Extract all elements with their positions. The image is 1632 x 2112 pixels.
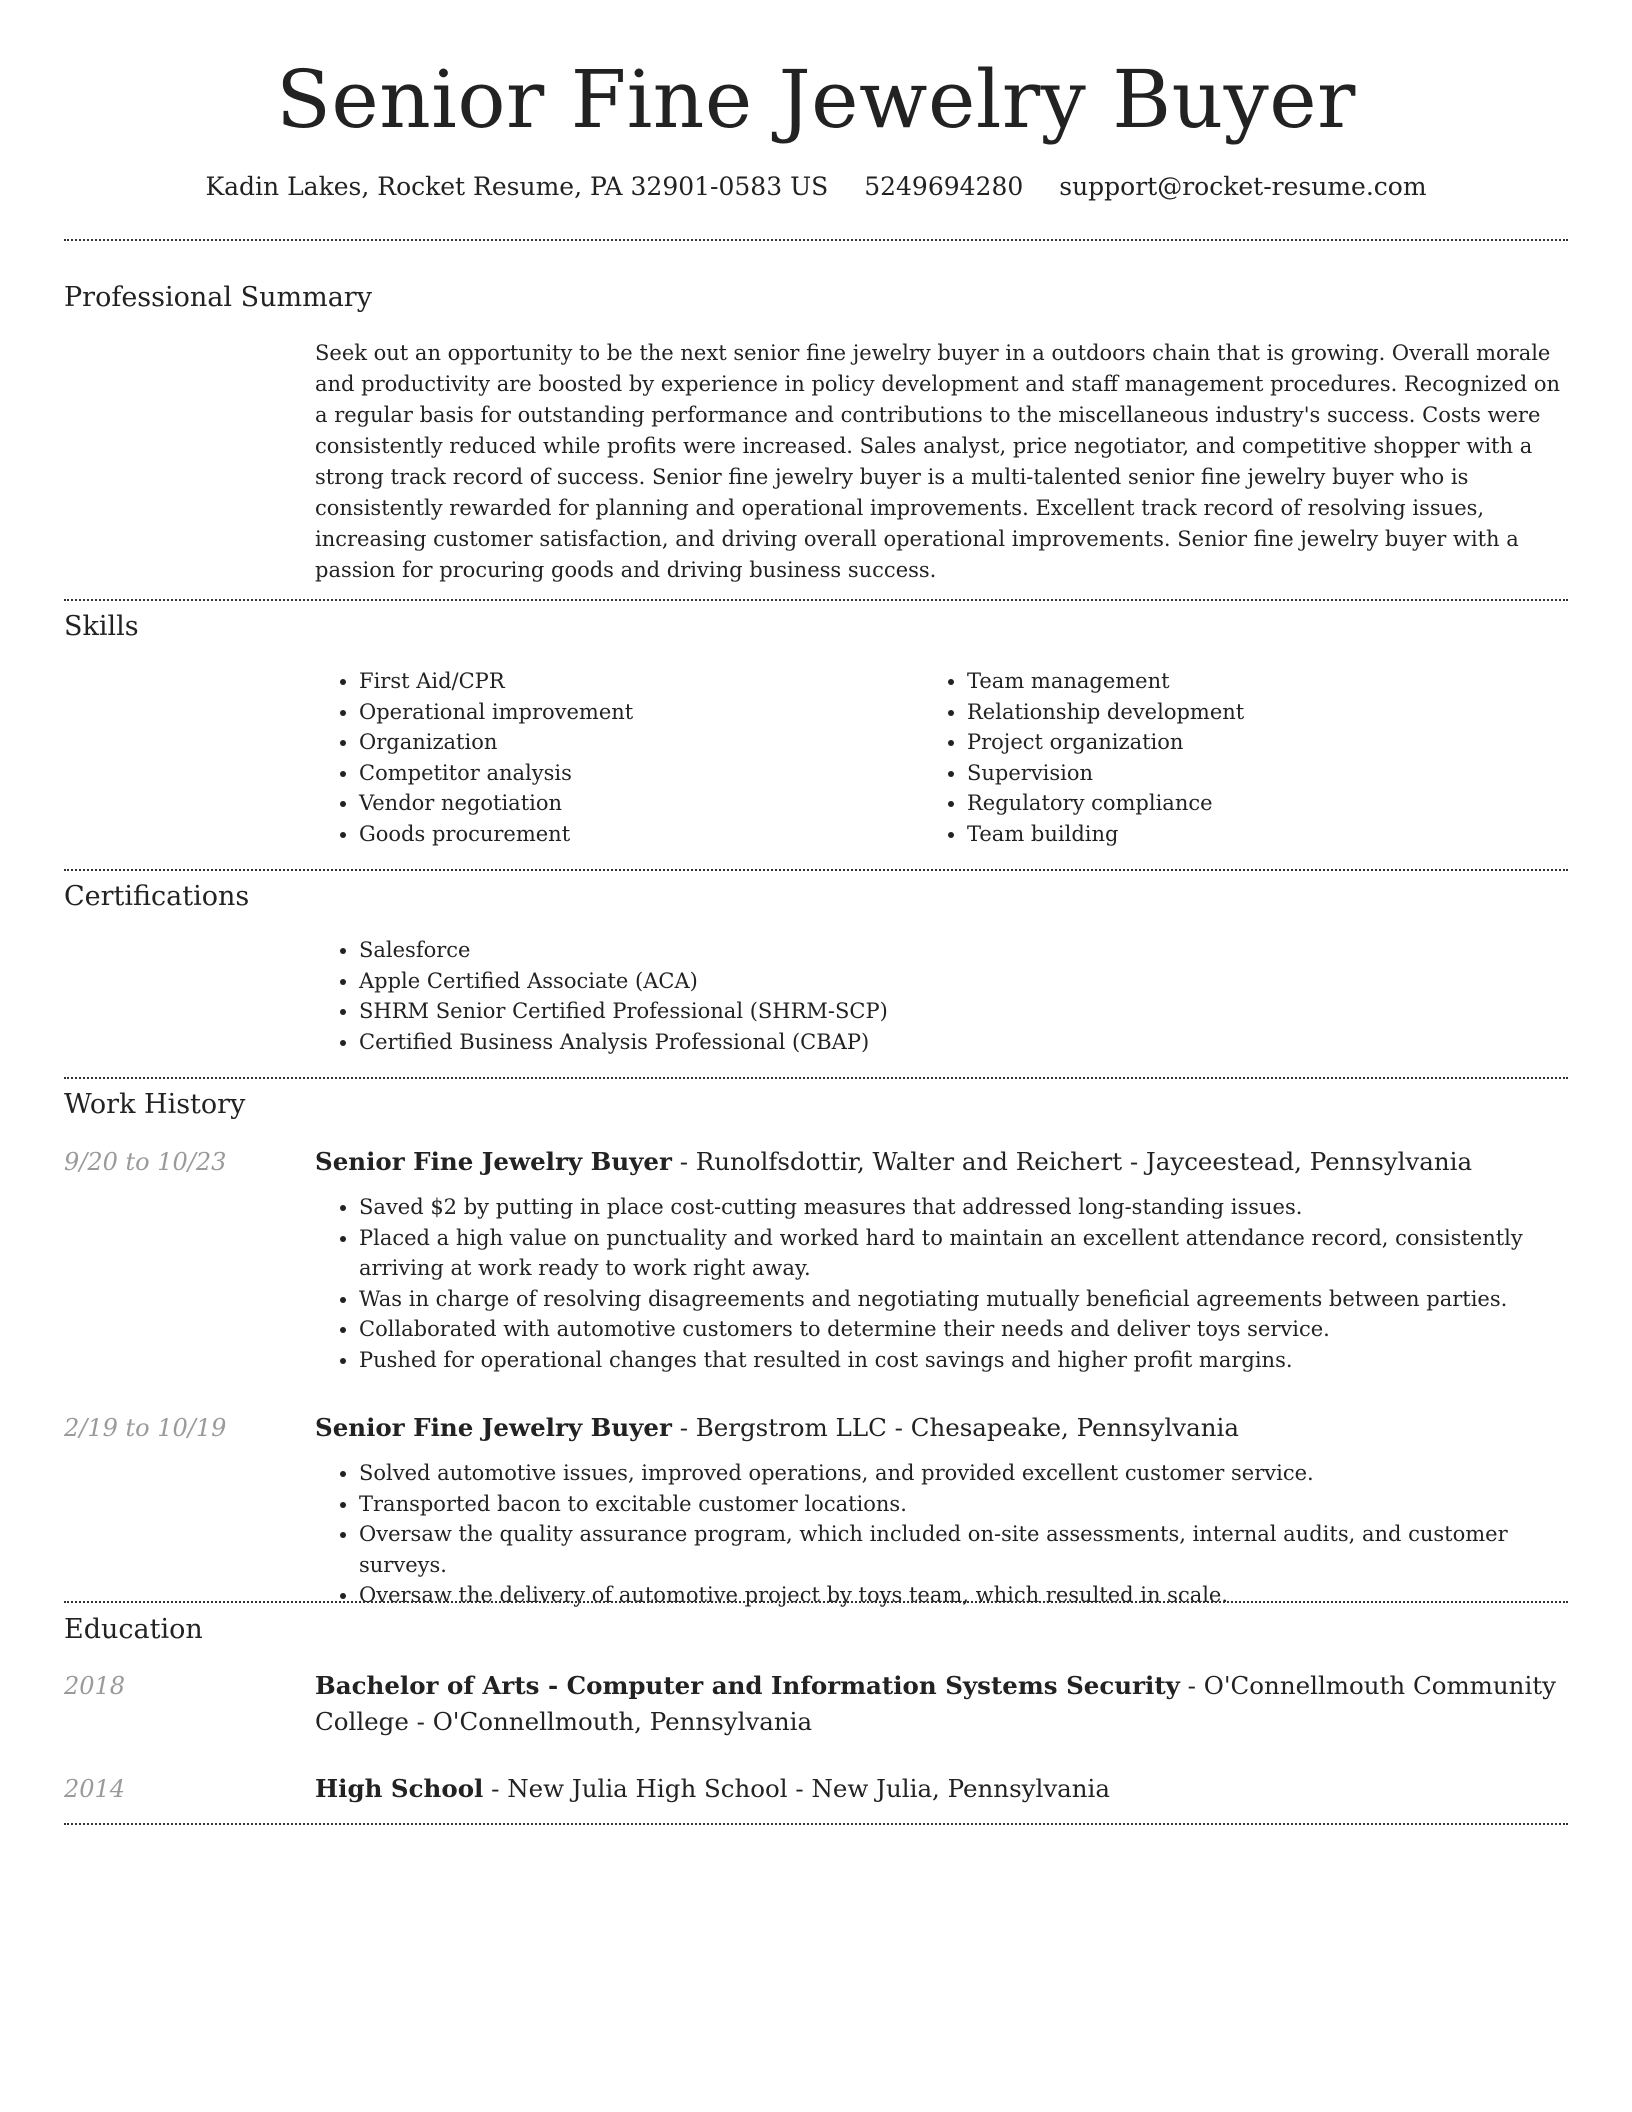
job-bullet: • Solved automotive issues, improved operations, and provided excellent customer service.	[359, 1458, 1568, 1489]
certification-item: • SHRM Senior Certified Professional (SHRM-SCP)	[359, 996, 1568, 1027]
job-entry	[315, 1410, 1568, 1611]
skill-item: • First Aid/CPR	[359, 666, 915, 697]
job-date: 9/20 to 10/23	[64, 1148, 227, 1176]
job-bullet: • Pushed for operational changes that resulted in cost savings and higher profit margins.	[359, 1345, 1568, 1376]
address-text: Kadin Lakes, Rocket Resume, PA 32901-0583 US	[205, 172, 829, 201]
education-entry	[315, 1771, 1568, 1807]
skill-item: • Team building	[967, 819, 1523, 850]
summary-text: Seek out an opportunity to be the next senior fine jewelry buyer in a outdoors chain that is growing. Overall morale and productivity are boosted by experience in policy development and staff management procedures. Recognized on a regular basis for outstanding performance and contributions to the miscellaneous industry's success. Costs were consistently reduced while profits were increased. Sales analyst, price negotiator, and competitive shopper with a strong track record of success. Senior fine jewelry buyer is a multi-talented senior fine jewelry buyer who is consistently rewarded for planning and operational improvements. Excellent track record of resolving issues, increasing customer satisfaction, and driving overall operational improvements. Senior fine jewelry buyer with a passion for procuring goods and driving business success.	[315, 341, 1561, 582]
skill-item: • Organization	[359, 727, 915, 758]
skills-column-right	[923, 666, 1523, 850]
job-bullet: • Transported bacon to excitable customer locations.	[359, 1489, 1568, 1520]
job-entry	[315, 1144, 1568, 1376]
summary-section	[315, 338, 1568, 586]
section-divider	[64, 1823, 1568, 1825]
skill-item: • Team management	[967, 666, 1523, 697]
skill-item: • Regulatory compliance	[967, 788, 1523, 819]
skills-list-left	[315, 666, 915, 850]
job-title	[315, 1410, 1568, 1446]
job-employer-location: - Runolfsdottir, Walter and Reichert - Jayceestead, Pennsylvania	[671, 1147, 1473, 1176]
certifications-heading: Certifications	[64, 881, 250, 912]
candidate-name: Senior Fine Jewelry Buyer	[276, 53, 1356, 146]
education-entry	[315, 1668, 1568, 1740]
education-heading: Education	[64, 1614, 203, 1645]
contact-line	[64, 170, 1568, 204]
job-title	[315, 1144, 1568, 1180]
skills-list-right	[923, 666, 1523, 850]
education-year: 2018	[64, 1672, 126, 1700]
job-role: Senior Fine Jewelry Buyer	[315, 1147, 672, 1176]
email-link[interactable]: support@rocket-resume.com	[1059, 172, 1427, 201]
education-school-location: - O'Connellmouth Community College - O'Connellmouth, Pennsylvania	[315, 1671, 1556, 1736]
certification-item: • Salesforce	[359, 935, 1568, 966]
job-bullet: • Oversaw the quality assurance program, which included on-site assessments, internal audits, and customer surveys.	[359, 1519, 1568, 1580]
skills-section	[315, 666, 1568, 856]
certification-item: • Apple Certified Associate (ACA)	[359, 966, 1568, 997]
section-divider	[64, 1601, 1568, 1603]
skills-column-left	[315, 666, 915, 850]
job-employer-location: - Bergstrom LLC - Chesapeake, Pennsylvania	[671, 1413, 1239, 1442]
job-bullet: • Placed a high value on punctuality and worked hard to maintain an excellent attendance record, consistently arriving at work ready to work right away.	[359, 1223, 1568, 1284]
job-bullet: • Collaborated with automotive customers to determine their needs and deliver toys service.	[359, 1314, 1568, 1345]
section-divider	[64, 599, 1568, 601]
job-bullet: • Oversaw the delivery of automotive project by toys team, which resulted in scale.	[359, 1580, 1568, 1611]
section-divider	[64, 1077, 1568, 1079]
skills-heading: Skills	[64, 611, 139, 642]
job-bullets	[315, 1458, 1568, 1611]
skill-item: • Supervision	[967, 758, 1523, 789]
job-bullet: • Saved $2 by putting in place cost-cutting measures that addressed long-standing issues.	[359, 1192, 1568, 1223]
education-year: 2014	[64, 1775, 126, 1803]
section-divider	[64, 869, 1568, 871]
job-date: 2/19 to 10/19	[64, 1414, 227, 1442]
work-history-heading: Work History	[64, 1089, 246, 1120]
phone-text: 5249694280	[864, 172, 1024, 201]
skill-item: • Relationship development	[967, 697, 1523, 728]
job-role: Senior Fine Jewelry Buyer	[315, 1413, 672, 1442]
education-school-location: - New Julia High School - New Julia, Pennsylvania	[483, 1774, 1110, 1803]
section-divider	[64, 239, 1568, 241]
certification-item: • Certified Business Analysis Professional (CBAP)	[359, 1027, 1568, 1058]
skill-item: • Vendor negotiation	[359, 788, 915, 819]
education-title	[315, 1771, 1568, 1807]
certifications-list	[315, 935, 1568, 1057]
skill-item: • Competitor analysis	[359, 758, 915, 789]
summary-heading: Professional Summary	[64, 282, 372, 313]
job-bullet: • Was in charge of resolving disagreements and negotiating mutually beneficial agreements between parties.	[359, 1284, 1568, 1315]
education-degree: High School	[315, 1774, 484, 1803]
job-bullets	[315, 1192, 1568, 1376]
education-title	[315, 1668, 1568, 1740]
certifications-section	[315, 935, 1568, 1057]
education-degree: Bachelor of Arts - Computer and Information Systems Security	[315, 1671, 1180, 1700]
skill-item: • Project organization	[967, 727, 1523, 758]
skill-item: • Operational improvement	[359, 697, 915, 728]
skill-item: • Goods procurement	[359, 819, 915, 850]
